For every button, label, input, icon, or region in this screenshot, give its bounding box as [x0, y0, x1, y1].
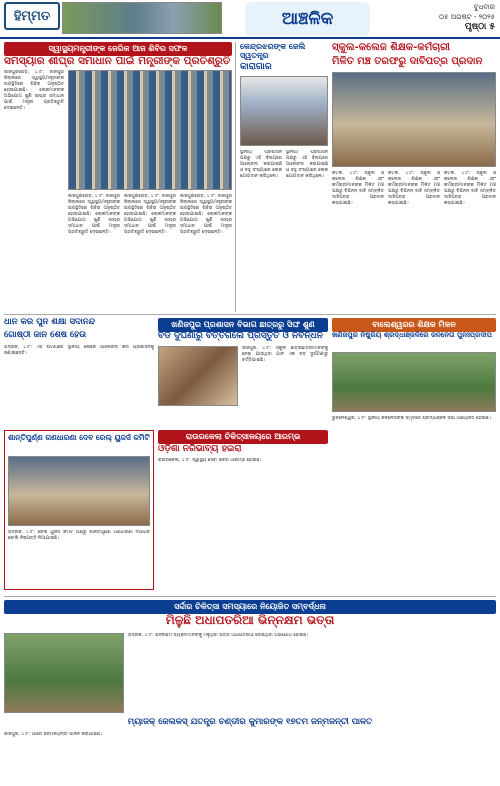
story4-subheadline: ଗୋଷ୍ଠୀ ଜାନ ଶେଷ ହେଉ [4, 331, 87, 340]
story3-headline-line1: ସ୍କୁଲ-କଲେଜ ଶିକ୍ଷକ-କର୍ମଚାରୀ [332, 42, 450, 53]
story9-photo [4, 633, 124, 713]
story3-body-col2: କଟକ, ୪।୮: ସ୍କୁଲ ଓ କଲେଜ ଶିକ୍ଷକ ଏବଂ କର୍ମଚାରୀମାନଙ୍କ ମିଳିତ ମଞ୍ଚ ପକ୍ଷରୁ ବିଭିନ୍ନ ଦାବି ସମ୍ବଳିତ ଦାବିପତ୍ର ପ୍ରଦାନ କରାଯାଇଛି। [388, 171, 440, 206]
story3-photo [332, 72, 496, 167]
story9-body: ଭଦ୍ରକ, ୪।୮: ଭିନ୍ନକ୍ଷମ ବ୍ୟକ୍ତିମାନଙ୍କୁ ମିଳୁଥିବା ଭତ୍ତା ଅଧାପତରିଆ ହୋଇଥିବା ଅଭିଯୋଗ ହୋଇଛି। [128, 633, 309, 638]
newspaper-logo: ହିମ୍ମତ [4, 2, 60, 30]
story2-headline: କାରାଗାର [240, 62, 272, 72]
story2-body-col2: ସ୍ଥାନୀୟ ପ୍ରଶାସନ ପକ୍ଷରୁ ଏହି ବିଷୟରେ ଆଲୋଚନା କରାଯାଇଛି ଓ ବହୁ ସଂଖ୍ୟାରେ ଲୋକ ଯୋଗଦାନ କରିଥିଲେ। [286, 150, 328, 179]
story5-photo [158, 346, 238, 406]
story1-body-col2: ଜାଜପୁରରୋଡ଼, ୪।୮: ଜାଜପୁର ଜିଲ୍ଲାରେ ସ୍ୱାସ୍ଥ୍ୟମନ୍ତ୍ରୀଙ୍କ ଉପସ୍ଥିତିରେ ଶିବିର ଅନୁଷ୍ଠିତ ହୋଇଯାଇଛି। ଲୋକମାନଙ୍କ ଅଭିଯୋଗ ଶୁଣି ଶୀଘ୍ର ସମାଧାନ ପାଇଁ ମନ୍ତ୍ରୀ ପ୍ରତିଶ୍ରୁତି ଦେଇଛନ୍ତି। [68, 194, 120, 235]
story10-body: ଜାଜପୁର, ୪।୮: ଗାଁରେ ଜନ୍ମଜୟନ୍ତୀ ପାଳନ କରାଯାଇଛି। [4, 732, 103, 737]
story1-kicker: ସ୍ୱାସ୍ଥ୍ୟମନ୍ତ୍ରୀଙ୍କ ଜେରିକ ଆଜ ଶିବିର ସଫଳ [4, 42, 232, 56]
story2-photo [240, 76, 328, 146]
story9-kicker: ସର୍ଦ୍ଦାର ଚିକିତ୍ସା ସମସ୍ୟାରେ ନିୟୋଜିତ ସମ୍ବର୍ଦ୍ଧନା [4, 600, 496, 614]
story1-body-col3: ଜାଜପୁରରୋଡ଼, ୪।୮: ଜାଜପୁର ଜିଲ୍ଲାରେ ସ୍ୱାସ୍ଥ୍ୟମନ୍ତ୍ରୀଙ୍କ ଉପସ୍ଥିତିରେ ଶିବିର ଅନୁଷ୍ଠିତ ହୋଇଯାଇଛି। ଲୋକମାନଙ୍କ ଅଭିଯୋଗ ଶୁଣି ଶୀଘ୍ର ସମାଧାନ ପାଇଁ ମନ୍ତ୍ରୀ ପ୍ରତିଶ୍ରୁତି ଦେଇଛନ୍ତି। [124, 194, 176, 235]
story1-body-col1: ଜାଜପୁରରୋଡ଼, ୪।୮: ଜାଜପୁର ଜିଲ୍ଲାରେ ସ୍ୱାସ୍ଥ୍ୟମନ୍ତ୍ରୀଙ୍କ ଉପସ୍ଥିତିରେ ଶିବିର ଅନୁଷ୍ଠିତ ହୋଇଯାଇଛି। ଲୋକମାନଙ୍କ ଅଭିଯୋଗ ଶୁଣି ଶୀଘ୍ର ସମାଧାନ ପାଇଁ ମନ୍ତ୍ରୀ ପ୍ରତିଶ୍ରୁତି ଦେଇଛନ୍ତି। [4, 70, 64, 111]
story3-body-col3: କଟକ, ୪।୮: ସ୍କୁଲ ଓ କଲେଜ ଶିକ୍ଷକ ଏବଂ କର୍ମଚାରୀମାନଙ୍କ ମିଳିତ ମଞ୍ଚ ପକ୍ଷରୁ ବିଭିନ୍ନ ଦାବି ସମ୍ବଳିତ ଦାବିପତ୍ର ପ୍ରଦାନ କରାଯାଇଛି। [444, 171, 496, 206]
story6-headline: ଖଣିଜପୁର ନିଷ୍କ୍ରିୟ ଶ୍ରଦ୍ଧାଞ୍ଜଳିରେ ଜନନେତା ପୁନଃପ୍ରଦୀପ [332, 331, 492, 339]
masthead-rule [0, 37, 500, 39]
column-divider [235, 42, 236, 312]
issue-date: ୦୫ ଅଗଷ୍ଟ ‐ ୨୦୨୫ [439, 13, 495, 21]
story10-headline: ମ୍ୟାଜିକ୍ ଜେଲିକସ୍ ଯତନ୍ତ୍ର ଚଣ୍ଡୀର କୁମାରଙ୍କ ୧୭ତମ ଜନ୍ମଜନ୍ତୀ ପାଳିତ [127, 718, 373, 727]
story4-headline: ଧାନ କରି ପୁନି ଶିକ୍ଷା ସଦାନନ୍ଦ [4, 318, 96, 327]
story4-body: ଭଦ୍ରକ, ୪।୮: ଏହି ଘଟଣାରେ ସ୍ଥାନୀୟ ଲୋକେ ଆଲୋଚନା କରି ପ୍ରଶାସନକୁ ଜଣାଇଛନ୍ତି। [4, 345, 154, 356]
story6-photo [332, 352, 496, 412]
story7-headline: ଓଡ଼ିଶା ନରିଭାବ୍ୟ ହଇରା [158, 444, 242, 454]
story9-headline: ମିଳୁଛି ଅଧାପତରିଆ ଭିନ୍ନକ୍ଷମ ଭତ୍ତା [165, 614, 335, 627]
story5-body: ଜାଜପୁର, ୪।୮: ସ୍କୁଲ ଛାତ୍ରଛାତ୍ରୀମାନଙ୍କୁ ନେଇ ଯାଉଥିବା ଯାନ ଏକ ବଡ଼ ଦୁର୍ଘଟଣାରୁ ବର୍ତ୍ତିଯାଇଛି। [242, 346, 328, 363]
story8-photo [8, 456, 150, 526]
story3-headline-line2: ମିଳିତ ମଞ୍ଚ ତରଫରୁ ଦାବିପତ୍ର ପ୍ରଦାନ [332, 56, 483, 67]
section-title: ଆଞ୍ଚଳିକ [245, 2, 370, 36]
story1-photo [68, 70, 232, 190]
section-divider [4, 314, 496, 315]
story2-kicker: କେନ୍ଦ୍ରଝରଙ୍କ ଜେଲି ସ୍ୱତନ୍ତ୍ର [240, 42, 306, 61]
issue-meta [395, 2, 495, 32]
story5-kicker: ଖଣିଜପୁର ପ୍ରଶାସନ ବିଭାଗ ଛାତ୍ରରୁ ସିଙ୍ଘ ଶୁଣ [158, 318, 328, 332]
story1-headline: ସମସ୍ୟାର ଶୀଘ୍ର ସମାଧାନ ପାଇଁ ମନ୍ତ୍ରୀଙ୍କ ପ୍ରତିଶ୍ରୁତି [4, 55, 231, 67]
page-number: ପୃଷ୍ଠା ୫ [464, 22, 495, 32]
section-divider-2 [4, 596, 496, 597]
issue-day: ବୁଧବାର [473, 3, 495, 11]
story2-body-col1: ସ୍ଥାନୀୟ ପ୍ରଶାସନ ପକ୍ଷରୁ ଏହି ବିଷୟରେ ଆଲୋଚନା କରାଯାଇଛି ଓ ବହୁ ସଂଖ୍ୟାରେ ଲୋକ ଯୋଗଦାନ କରିଥିଲେ। [240, 150, 282, 179]
story1-body-col4: ଜାଜପୁରରୋଡ଼, ୪।୮: ଜାଜପୁର ଜିଲ୍ଲାରେ ସ୍ୱାସ୍ଥ୍ୟମନ୍ତ୍ରୀଙ୍କ ଉପସ୍ଥିତିରେ ଶିବିର ଅନୁଷ୍ଠିତ ହୋଇଯାଇଛି। ଲୋକମାନଙ୍କ ଅଭିଯୋଗ ଶୁଣି ଶୀଘ୍ର ସମାଧାନ ପାଇଁ ମନ୍ତ୍ରୀ ପ୍ରତିଶ୍ରୁତି ଦେଇଛନ୍ତି। [180, 194, 232, 235]
masthead-photo [62, 2, 222, 34]
story7-kicker: ରାଉରକେଲା ଚିକିତ୍ସାଳୟରେ ଆରମ୍ଭ [158, 430, 328, 444]
story6-body: ଭୁବନେଶ୍ୱର, ୪।୮: ସ୍ଥାନୀୟ ଜନନେତାଙ୍କ ସ୍ମୃତିରେ ଶ୍ରଦ୍ଧାଞ୍ଜଳି ସଭା ଆୟୋଜିତ ହୋଇଛି। [332, 416, 491, 421]
story8-headline: ଶାନ୍ତିପୁର୍ଣ୍ଣ ଗଣଧାରଣା ଦେବ ରେଲ୍ ୟୁଜର୍ସ କମିଟି [8, 434, 150, 442]
story8-body: ଭଦ୍ରକ, ୪।୮: ରେଲ୍ ୟୁଜର୍ସ କମିଟି ପକ୍ଷରୁ ଶାନ୍ତିପୂର୍ଣ୍ଣ ଗଣଧାରଣା ଦିଆଯିବ ବୋଲି ନିଷ୍ପତ୍ତି ନିଆଯାଇଛି। [8, 530, 150, 541]
story7-body: ରାଉରକେଲା, ୪।୮: ସ୍ୱାସ୍ଥ୍ୟ ସେବା ଶିବିର ଆରମ୍ଭ ହୋଇଛି। [158, 458, 262, 463]
story6-kicker: ବାଲେଶ୍ୱରର ଶିକ୍ଷକ ମିଳନ [332, 318, 496, 332]
story3-body-col1: କଟକ, ୪।୮: ସ୍କୁଲ ଓ କଲେଜ ଶିକ୍ଷକ ଏବଂ କର୍ମଚାରୀମାନଙ୍କ ମିଳିତ ମଞ୍ଚ ପକ୍ଷରୁ ବିଭିନ୍ନ ଦାବି ସମ୍ବଳିତ ଦାବିପତ୍ର ପ୍ରଦାନ କରାଯାଇଛି। [332, 171, 384, 206]
story5-headline: ବଡ ଦୁର୍ଘଣାରୁ ବର୍ତ୍ତିଗଲେ ପ୍ରସ୍ତୁତି ଓ ନବନ୍ଧନ [158, 331, 323, 341]
